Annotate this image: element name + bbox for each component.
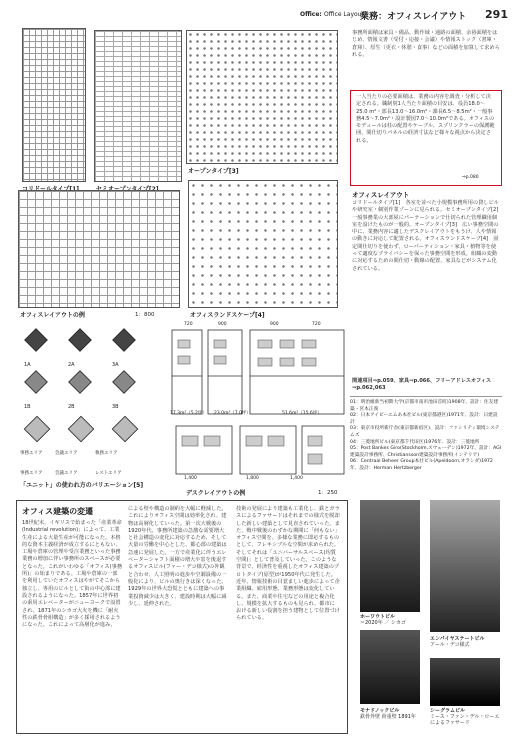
photo-sub: 鉄骨外壁 荷重壁 1891年 — [360, 714, 416, 721]
boxed-text: 一人当たりの必要面積は、業務の内容を調査・分析して決定される。職制別1人当たり面積の目安は、役員18.0〜25.0 m²・部長13.0〜16.0m²・課長6.5〜8.5m²・一般事務4.5〜7.0m²・設計製図7.0〜10.0m²である。オフィスのモデュールは柱の配置やケーブル、スプリンクラーの保護範囲、間仕切りパネルの経済寸法など様々な視点から決定される。 — [356, 94, 495, 144]
desk-dim-label: 720 — [184, 322, 193, 327]
semiopen-plan — [94, 30, 182, 182]
unit-area-label: 会議エリア — [55, 451, 78, 456]
photo-seagram — [430, 658, 500, 706]
references-list — [350, 396, 502, 473]
desk-dim-label: 720 — [312, 322, 321, 327]
page-number: 291 — [485, 8, 508, 21]
related-links: 関連項目⇒p.059、家具⇒p.066、フリーアドレスオフィス⇒p.062,063 — [352, 378, 492, 392]
photo-title: エンパイヤステートビル — [430, 636, 485, 642]
reference-item: 01：明治維新当初期大学(京都市南市池田首町)1908年、設計：住友建築・宮本正義 — [350, 400, 499, 412]
desk-area-label: 17.3m²（5.2坪） — [170, 411, 207, 416]
desk-dim-label: 1,800 — [246, 476, 259, 481]
photo-caption-1 — [360, 614, 426, 626]
desk-dim-label: 1,400 — [184, 476, 197, 481]
desk-dim-label: 900 — [218, 322, 227, 327]
photo-sub: アール・デコ様式 — [430, 642, 470, 649]
unit-area-label: 事務エリア — [20, 471, 43, 476]
body-text: コリドールタイプ[1] 各室を並べた小規模事務所用の貸しビルや研究室・個別作業ゾーンに見られる。セミオープンタイプ[2] 一般事務業の大部屋にパーテーションで仕切られた管理職用個室を設けたものが一般的。オープンタイプ[3] 広い事務空間の中に、業務内容に適したデスクレイアウトをもうけ、人や情報の動きに対応して配置される。オフィスランドスケープ[4] 固定間仕切りを使わず、ローパーティション・家具・植物等を使って適度なプライバシーを保った事務空間を形成。組織の変動に対応するための間仕切・動線の配置、家具などがシステム化されている。 — [352, 200, 504, 272]
unit-label-1b: 1B — [24, 404, 31, 410]
unit-label-1a: 1A — [24, 362, 31, 368]
unit-area-label: 会議エリア — [55, 471, 78, 476]
office-layout-example — [18, 190, 180, 308]
reference-item: 02：日本アイビーエムあ本社ビル(東京都港区)1971年、設計：日建設計 — [350, 413, 498, 425]
photo-sub: ＝2020年 ／ シカゴ — [360, 620, 406, 627]
desk-layout-diagram — [168, 316, 348, 482]
example-caption: オフィスレイアウトの例 — [20, 312, 85, 319]
unit-label-2a: 2A — [68, 362, 75, 368]
reference-item: 06：Centraal Beheer Group本社ビル(Apeldoorn,オランダ)1972年、設計：Herman Hertzberger — [350, 459, 493, 471]
desk-dim-label: 1,400 — [290, 476, 303, 481]
photo-caption-4 — [430, 708, 502, 727]
example-scale: 1：800 — [135, 312, 155, 318]
unit-area-label: 執務エリア — [95, 451, 118, 456]
open-plan — [186, 30, 338, 164]
unit-area-label: 事務エリア — [20, 451, 43, 456]
photo-title: シーグラムビル — [430, 708, 465, 714]
column-paragraph-3: 技術の発展により建築も工業化し、鉄とガラスによるファサードはそれまでの様式を脱却した新しい建築として見直されていった。また、戦中戦後のわずかな期間に「何もない」オフィス空間を、多様な業務に即応するものとして、フレキシブルな空間が求められた。そしてそれは「ユニバーサルスペース(均質空間)」として普及していった。このような背景で、経済性を重視したオフィス建築のプロトタイプ(原型)が1950年代に発生した。近年、情報技術の目覚ましい進歩によって企業組織、雇用形態、業務形態は変化している。また、商業や住宅などの用途と複合化し、規模を拡大するものも見られ、都市における新しい役割を担う建物として位置づけられている。 — [236, 506, 340, 622]
reference-item: 04：三菱地所ビル(東京都千代田区)1976年、設計：三菱地所 — [350, 439, 480, 445]
desk-scale: 1：250 — [318, 490, 338, 496]
reference-item: 05：Post Bankes Giro(Stockholm,スウェーデン)1972年、設計：AGI 建築設計事務所、Christiansson建築設計事務所(インテリア) — [350, 446, 502, 458]
desk-caption: デスクレイアウトの例 — [186, 490, 246, 497]
page-header — [300, 8, 510, 22]
photo-empire-state — [430, 500, 500, 632]
unit-label-2b: 2B — [68, 404, 75, 410]
photo-skyscraper — [360, 500, 420, 612]
reference-item: 03：東京市役所新庁舎(東京都新宿区)、設計：ファシリティ環境システムズ — [350, 426, 500, 438]
column-paragraph-2: による壁や構造の制約を大幅に軽減した。これによりオフィス空間は効率化され、建物は高層化していった。第一次大戦後の1920年代、事務所建築の急激な需要増大と社会構造の変化に対応するため、そして大量の労働を中心とした、都心部の建築は急速に発展した。一方で産業化に伴うエレベーターシャフト面積の増大や窓を後退するオフィスビル(ファー・デコ様式)の外観と合わせ、人工照明の進歩や空調設備の一般化により、ビルの奥行きは深くなった。1929年の世界大恐慌とともに建築への事業投資減少は大きく、建設時期は大幅に減少し、延伸された。 — [128, 506, 227, 607]
boxed-note: ⇒p.080 — [462, 175, 479, 180]
page-title: 業務：オフィスレイアウト — [360, 12, 467, 22]
unit-caption: 「ユニット」の使われ方のバリエーション[5] — [20, 482, 144, 489]
photo-sub: ミース・ファン・デル・ローエによるファサード — [430, 714, 500, 727]
photo-caption-2 — [430, 636, 502, 648]
photo-title: ホーワウトビル — [360, 614, 396, 620]
unit-label-3a: 3A — [112, 362, 119, 368]
desk-area-label: 51.6m²（15.6坪） — [282, 411, 322, 416]
desk-dim-label: 900 — [270, 322, 279, 327]
section-heading: オフィスレイアウト — [352, 191, 410, 199]
landscape-caption: オフィスランドスケープ[4] — [190, 312, 265, 319]
photo-title: モナドノックビル — [360, 708, 400, 714]
open-caption: オープンタイプ[3] — [188, 168, 239, 175]
desk-area-label: 23.0m²（7.0坪） — [214, 411, 251, 416]
intro-text: 事務所面積は家具・備品、動作域・通路の面積、余裕面積をはじめ、情報文書（受付・応接・会議）や情報ストック（書庫・倉庫）、厚生（更衣・休憩・食事）などの面積を加算して求められる。 — [352, 30, 500, 58]
unit-label-3b: 3B — [112, 404, 119, 410]
column-title: オフィス建築の変遷 — [22, 507, 94, 516]
landscape-plan — [188, 180, 338, 308]
category-label: Office: — [300, 11, 322, 18]
unit-area-label: レストエリア — [95, 471, 122, 476]
corridor-plan — [22, 28, 86, 182]
photo-caption-3 — [360, 708, 426, 720]
photo-monadnock — [360, 630, 420, 704]
column-paragraph-1: 18世紀末、イギリスで始まった「産業革命(Industrial revolution)」によって、工業生産による大量生産が可能になった。本格的な資本主義経済が成立するにともない、工場や倉庫の管理や受注業務といった事務業務の増加に伴い事務所のスペースが必要となった。これがいわゆる「オフィス(事務所)」の始まりである。工場や倉庫の一部を利用していたオフィスはやがてそこから独立し、専用のビルとして街の中心部に建設されるようになった。1857年に世界初の乗用エレベーターがニューヨークで設置され、1871年のシカゴ大火を機に「耐火性の鉄骨骨組構造」が多く採用されるようになった。これによって高層化が進み、 — [22, 520, 123, 629]
category-label-2: Office Layout — [324, 11, 364, 18]
